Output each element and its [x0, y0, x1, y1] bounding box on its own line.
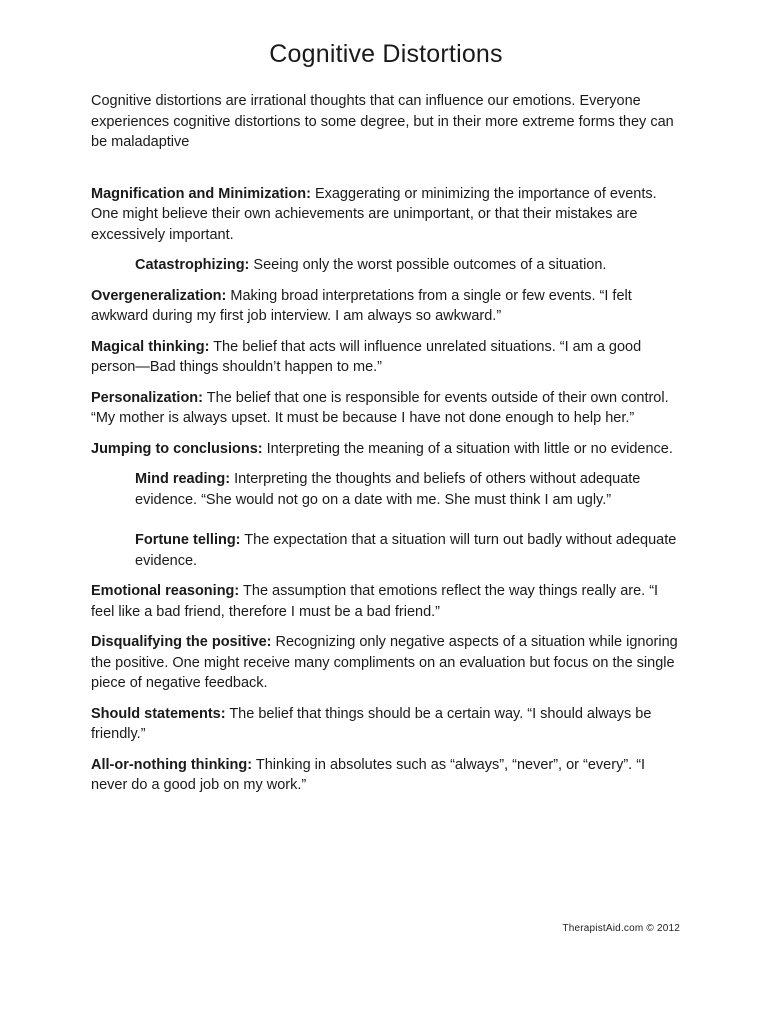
entry-overgeneralization [91, 286, 681, 327]
entry-text: The belief that things should be a certain way. “I should always be friendly.” [91, 705, 652, 742]
entry-text: The belief that acts will influence unrelated situations. “I am a good person—Bad things shouldn’t happen to me.” [91, 338, 642, 375]
entry-magical-thinking [91, 337, 681, 378]
entry-term: Mind reading: [135, 471, 231, 487]
entry-term: Jumping to conclusions: [91, 440, 263, 457]
entry-text: Interpreting the thoughts and beliefs of others without adequate evidence. “She would not go on a date with me. She must think I am ugly.” [135, 471, 641, 508]
page-title: Cognitive Distortions [269, 40, 503, 68]
entry-disqualifying-the-positive [91, 632, 681, 694]
entry-all-or-nothing-thinking [91, 755, 681, 796]
entry-should-statements [91, 704, 681, 745]
entry-term: Emotional reasoning: [91, 583, 240, 599]
entry-term: Magical thinking: [91, 338, 210, 355]
worksheet-page [91, 40, 681, 806]
entry-term: Fortune telling: [135, 532, 241, 548]
entry-fortune-telling [135, 530, 681, 571]
entry-text: Recognizing only negative aspects of a situation while ignoring the positive. One might receive many compliments on an evaluation but focus on the single piece of negative feedback. [91, 634, 678, 691]
entry-text: Exaggerating or minimizing the importance of events. One might believe their own achievements are unimportant, or that their mistakes are excessively important. [91, 185, 657, 243]
entry-term: Catastrophizing: [135, 257, 250, 273]
intro-paragraph: Cognitive distortions are irrational thoughts that can influence our emotions. Everyone experiences cognitive distortions to some degree, but in their more extreme forms they can be maladaptive [91, 93, 674, 150]
entry-text: Seeing only the worst possible outcomes of a situation. [249, 257, 607, 273]
entry-text: Making broad interpretations from a single or few events. “I felt awkward during my first job interview. I am always so awkward.” [91, 287, 632, 324]
entry-term: All-or-nothing thinking: [91, 756, 253, 773]
entry-emotional-reasoning [91, 581, 681, 622]
entry-text: The belief that one is responsible for events outside of their own control. “My mother is always upset. It must be because I have not done enough to help her.” [91, 389, 669, 426]
entry-term: Overgeneralization: [91, 287, 227, 304]
entry-term: Personalization: [91, 389, 203, 406]
entry-text: The assumption that emotions reflect the way things really are. “I feel like a bad friend, therefore I must be a bad friend.” [91, 583, 659, 620]
entry-text: Interpreting the meaning of a situation with little or no evidence. [262, 440, 673, 457]
entry-mind-reading [135, 469, 681, 510]
entry-personalization [91, 388, 681, 429]
entry-catastrophizing [135, 255, 681, 276]
copyright-footer: TherapistAid.com © 2012 [562, 923, 680, 934]
entry-magnification-minimization [91, 184, 681, 246]
entry-text: The expectation that a situation will turn out badly without adequate evidence. [135, 532, 677, 569]
entry-term: Disqualifying the positive: [91, 634, 272, 650]
entry-term: Magnification and Minimization: [91, 185, 311, 202]
entry-text: Thinking in absolutes such as “always”, “never”, or “every”. “I never do a good job on my work.” [91, 756, 646, 793]
entry-jumping-to-conclusions [91, 439, 681, 460]
entry-term: Should statements: [91, 705, 226, 722]
